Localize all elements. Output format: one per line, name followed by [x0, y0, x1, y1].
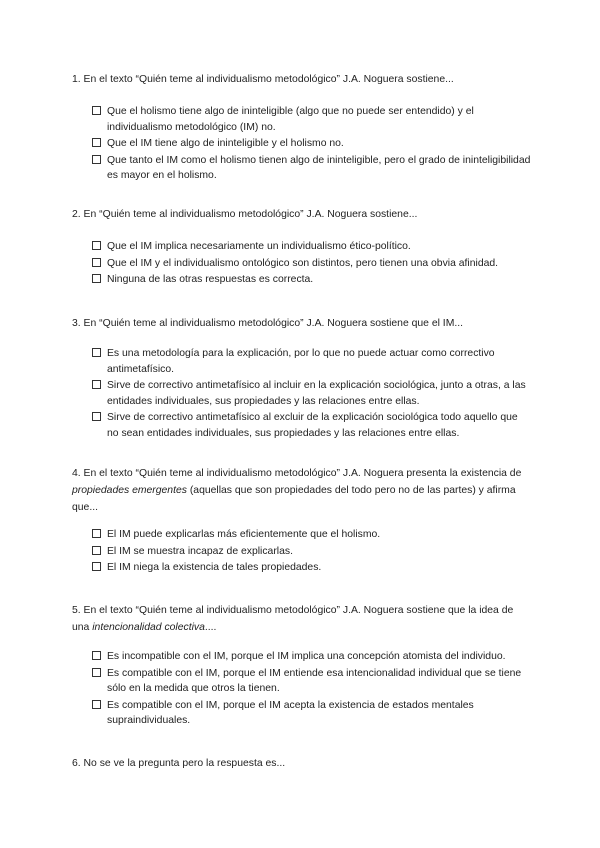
- checkbox-icon[interactable]: [92, 529, 101, 538]
- option-text: Que tanto el IM como el holismo tienen algo de ininteligible, pero el grado de ininteligibilidad es mayor en el holismo.: [107, 154, 531, 181]
- stem-text: 4. En el texto “Quién teme al individualismo metodológico” J.A. Noguera presenta la existencia de: [72, 468, 522, 479]
- option-4b[interactable]: [92, 544, 532, 560]
- option-text: Que el holismo tiene algo de ininteligible (algo que no puede ser entendido) y el individualismo metodológico (IM) no.: [107, 106, 474, 133]
- option-text: El IM puede explicarlas más eficientemente que el holismo.: [107, 529, 381, 540]
- option-text: Es compatible con el IM, porque el IM acepta la existencia de estados mentales supraindividuales.: [107, 699, 474, 726]
- checkbox-icon[interactable]: [92, 668, 101, 677]
- option-3c[interactable]: [92, 410, 532, 441]
- option-text: El IM niega la existencia de tales propiedades.: [107, 562, 322, 573]
- checkbox-icon[interactable]: [92, 155, 101, 164]
- question-6-stem: 6. No se ve la pregunta pero la respuesta es...: [72, 758, 286, 769]
- option-1b[interactable]: [92, 136, 532, 152]
- question-2-options: [92, 239, 532, 289]
- option-4c[interactable]: [92, 560, 532, 576]
- question-1-options: [92, 104, 532, 185]
- checkbox-icon[interactable]: [92, 258, 101, 267]
- option-5c[interactable]: [92, 698, 532, 729]
- option-3b[interactable]: [92, 378, 532, 409]
- option-2b[interactable]: [92, 256, 532, 272]
- option-text: Ninguna de las otras respuestas es correcta.: [107, 274, 314, 285]
- question-4-options: [92, 527, 532, 577]
- question-2-stem: 2. En “Quién teme al individualismo metodológico” J.A. Noguera sostiene...: [72, 209, 418, 220]
- question-4-stem: [72, 465, 532, 516]
- question-5-options: [92, 649, 532, 730]
- option-3a[interactable]: [92, 346, 532, 377]
- stem-text: (aquellas que son propiedades del todo pero no de las partes) y afirma que...: [72, 485, 516, 513]
- question-5-stem: [72, 602, 532, 636]
- option-text: Es compatible con el IM, porque el IM entiende esa intencionalidad individual que se tiene sólo en la medida que otros la tienen.: [107, 667, 522, 694]
- question-3-options: [92, 346, 532, 442]
- checkbox-icon[interactable]: [92, 700, 101, 709]
- option-5a[interactable]: [92, 649, 532, 665]
- checkbox-icon[interactable]: [92, 241, 101, 250]
- stem-text: ....: [204, 622, 217, 633]
- stem-emphasis: propiedades emergentes: [72, 485, 187, 496]
- option-text: Sirve de correctivo antimetafísico al incluir en la explicación sociológica, junto a otras, a las entidades individuales, sus propiedades y las relaciones entre ellas.: [107, 380, 526, 407]
- option-2a[interactable]: [92, 239, 532, 255]
- option-2c[interactable]: [92, 272, 532, 288]
- checkbox-icon[interactable]: [92, 138, 101, 147]
- option-text: Que el IM implica necesariamente un individualismo ético-político.: [107, 241, 411, 252]
- option-5b[interactable]: [92, 666, 532, 697]
- checkbox-icon[interactable]: [92, 546, 101, 555]
- question-3-stem: 3. En “Quién teme al individualismo metodológico” J.A. Noguera sostiene que el IM...: [72, 318, 464, 329]
- option-1c[interactable]: [92, 153, 532, 184]
- stem-text: 5. En el texto “Quién teme al individualismo metodológico” J.A. Noguera sostiene que la idea de una: [72, 605, 514, 633]
- option-4a[interactable]: [92, 527, 532, 543]
- stem-emphasis: intencionalidad colectiva: [92, 622, 205, 633]
- option-1a[interactable]: [92, 104, 532, 135]
- option-text: El IM se muestra incapaz de explicarlas.: [107, 545, 293, 557]
- option-text: Que el IM tiene algo de ininteligible y el holismo no.: [107, 138, 344, 149]
- option-text: Sirve de correctivo antimetafísico al excluir de la explicación sociológica todo aquello que no sean entidades individuales, sus propiedades y las relaciones entre ellas.: [107, 412, 518, 439]
- checkbox-icon[interactable]: [92, 348, 101, 357]
- checkbox-icon[interactable]: [92, 380, 101, 389]
- checkbox-icon[interactable]: [92, 274, 101, 283]
- option-text: Es una metodología para la explicación, por lo que no puede actuar como correctivo antimetafísico.: [107, 348, 495, 375]
- option-text: Que el IM y el individualismo ontológico son distintos, pero tienen una obvia afinidad.: [107, 257, 499, 269]
- question-1-stem: 1. En el texto “Quién teme al individualismo metodológico” J.A. Noguera sostiene...: [72, 74, 454, 85]
- checkbox-icon[interactable]: [92, 651, 101, 660]
- option-text: Es incompatible con el IM, porque el IM implica una concepción atomista del individuo.: [107, 651, 506, 662]
- checkbox-icon[interactable]: [92, 412, 101, 421]
- checkbox-icon[interactable]: [92, 106, 101, 115]
- checkbox-icon[interactable]: [92, 562, 101, 571]
